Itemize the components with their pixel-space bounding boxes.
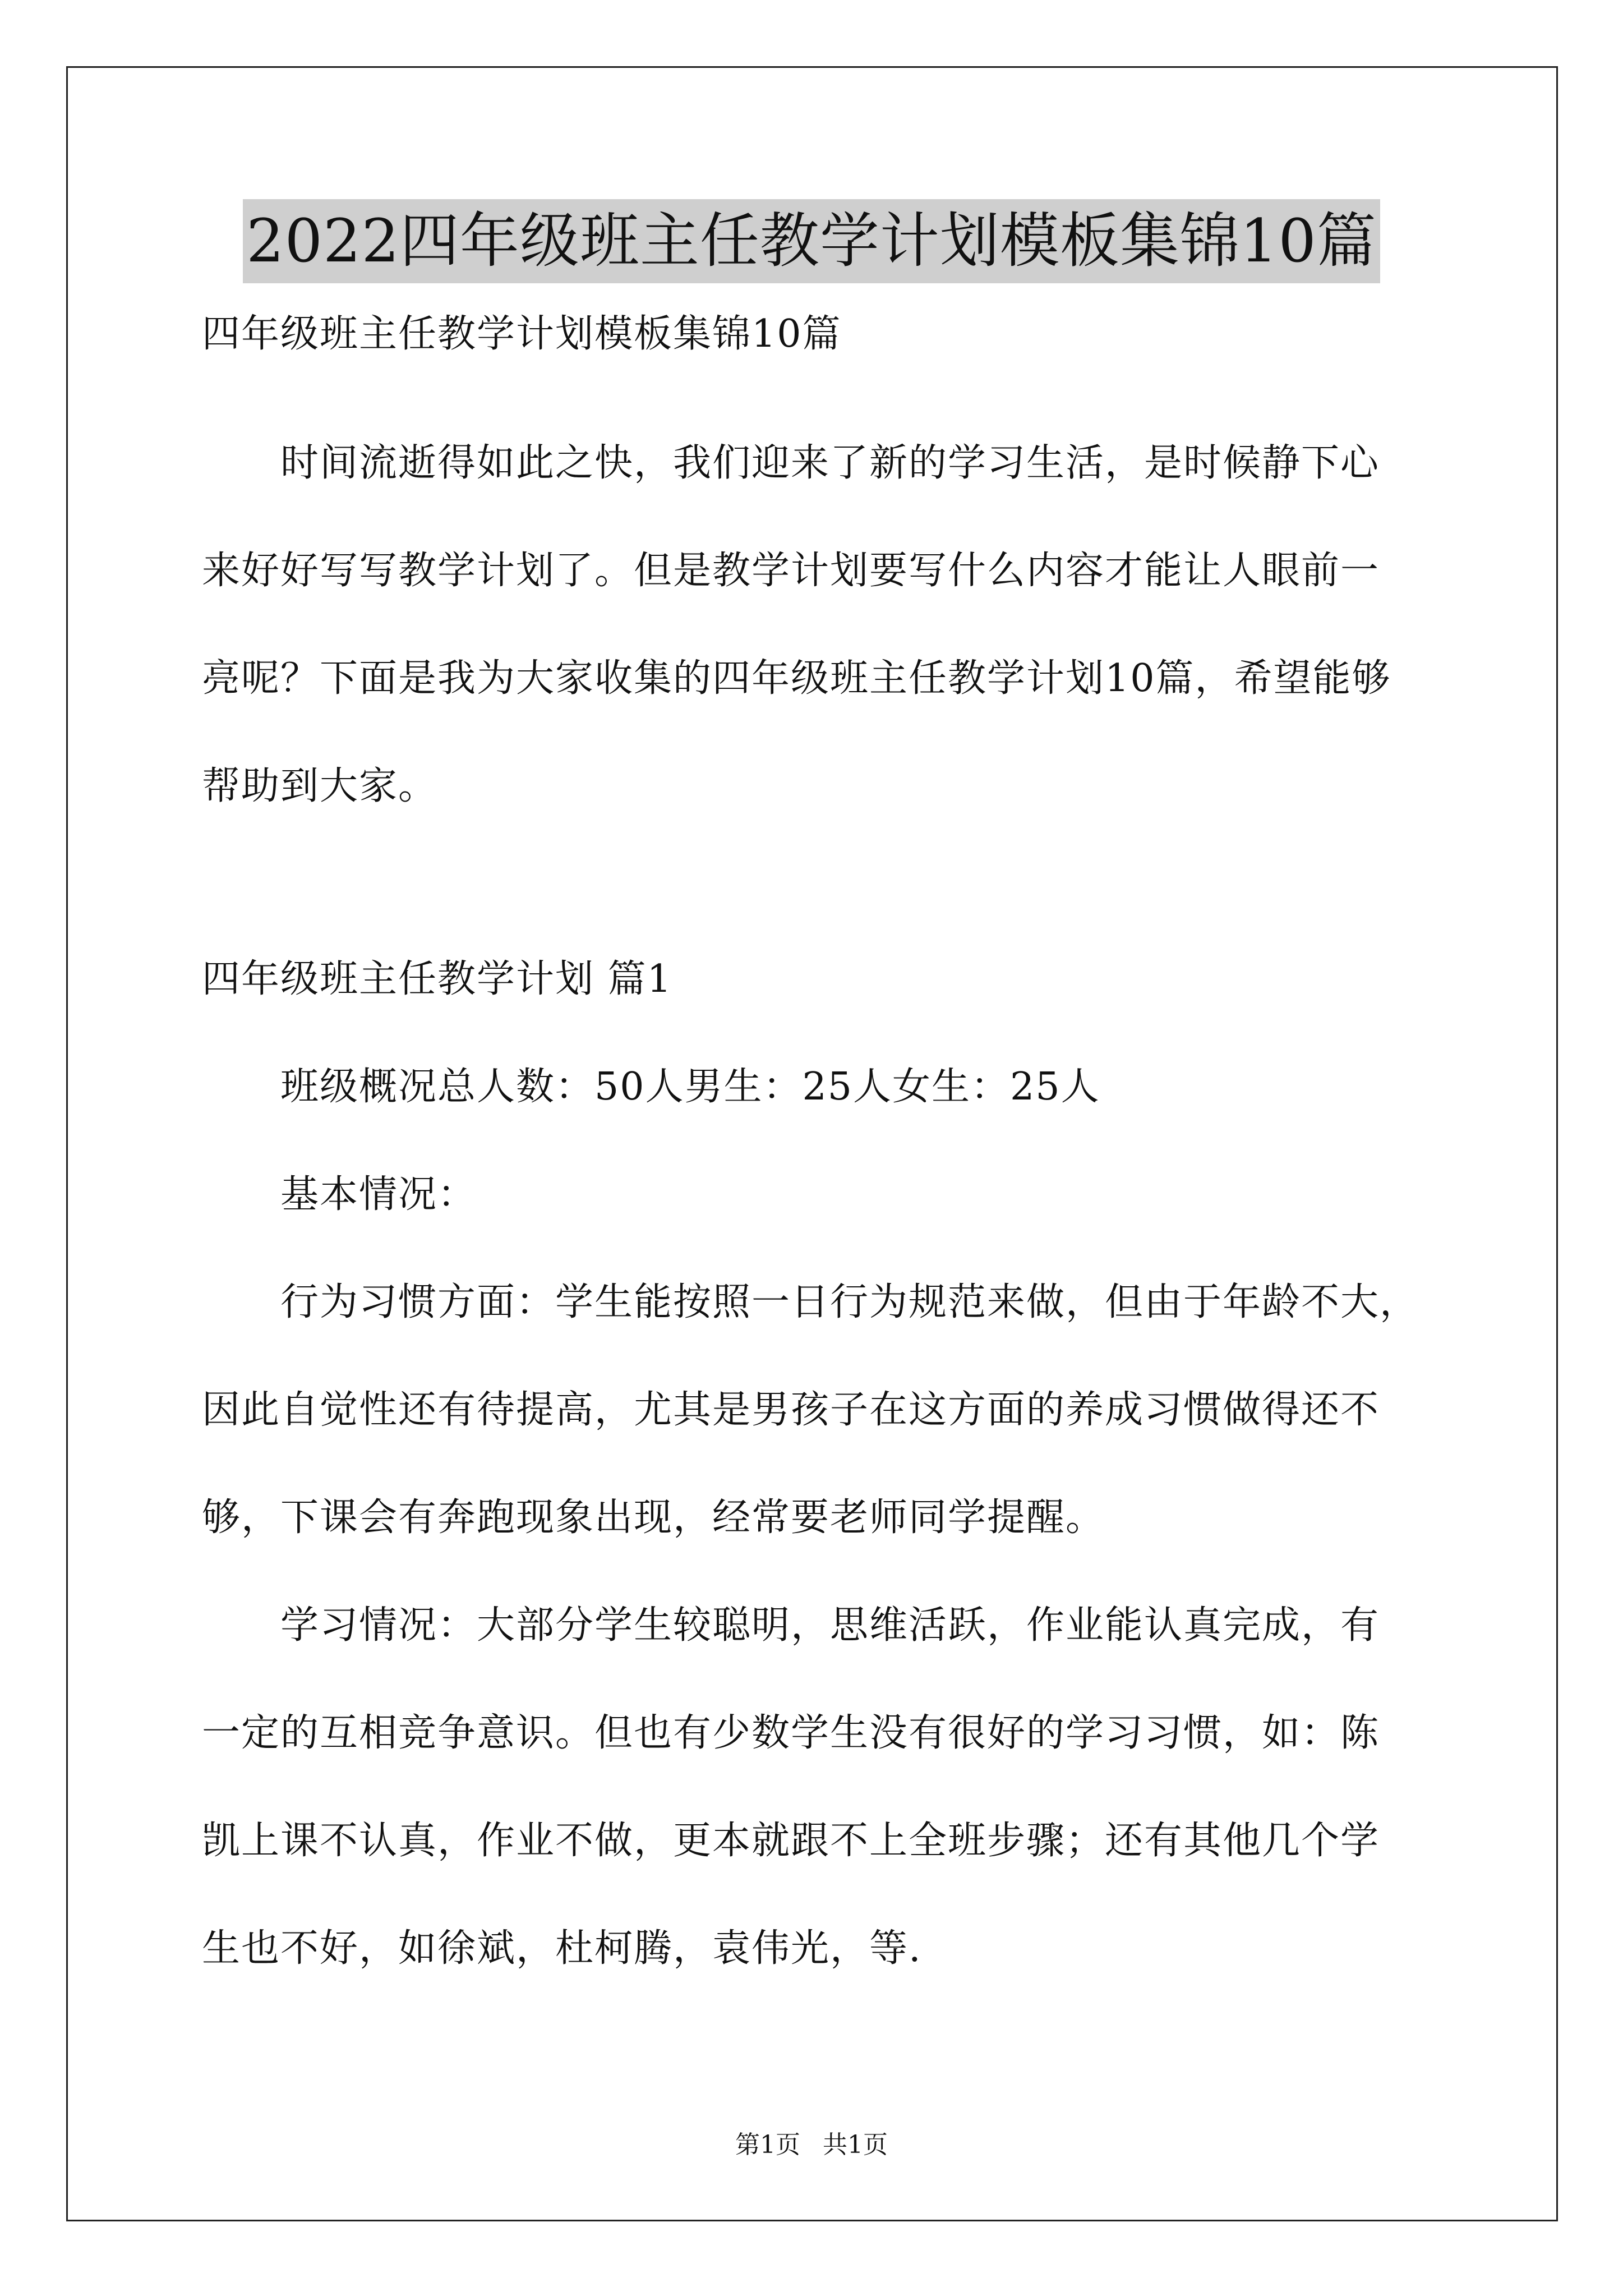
study-line: 生也不好，如徐斌，杜柯腾，袁伟光，等. — [202, 1926, 922, 1971]
basic-situation-label: 基本情况： — [280, 1172, 477, 1217]
section-heading: 四年级班主任教学计划 篇1 — [202, 957, 672, 1001]
page-footer — [0, 2128, 1623, 2162]
behavior-line: 行为习惯方面：学生能按照一日行为规范来做，但由于年龄不大， — [280, 1280, 1419, 1324]
document-body — [202, 307, 1424, 1976]
page-total: 共1页 — [823, 2131, 888, 2159]
behavior-line: 因此自觉性还有待提高，尤其是男孩子在这方面的养成习惯做得还不 — [202, 1388, 1380, 1432]
intro-paragraph — [202, 409, 1424, 840]
page-number: 第1页 — [735, 2131, 800, 2159]
intro-line: 帮助到大家。 — [202, 764, 438, 808]
study-line: 凯上课不认真，作业不做，更本就跟不上全班步骤；还有其他几个学 — [202, 1819, 1380, 1863]
intro-line: 亮呢？下面是我为大家收集的四年级班主任教学计划10篇，希望能够 — [202, 656, 1391, 701]
intro-line: 时间流逝得如此之快，我们迎来了新的学习生活，是时候静下心 — [280, 441, 1380, 485]
document-subtitle: 四年级班主任教学计划模板集锦10篇 — [202, 312, 842, 356]
title-container — [0, 199, 1623, 283]
study-line: 学习情况：大部分学生较聪明，思维活跃，作业能认真完成，有 — [280, 1603, 1380, 1648]
document-title: 2022四年级班主任教学计划模板集锦10篇 — [243, 199, 1380, 283]
behavior-line: 够，下课会有奔跑现象出现，经常要老师同学提醒。 — [202, 1496, 1105, 1540]
intro-line: 来好好写写教学计划了。但是教学计划要写什么内容才能让人眼前一 — [202, 549, 1380, 593]
study-paragraph — [202, 1599, 1424, 1976]
study-line: 一定的互相竞争意识。但也有少数学生没有很好的学习习惯，如：陈 — [202, 1711, 1380, 1755]
class-overview: 班级概况总人数：50人男生：25人女生：25人 — [280, 1065, 1100, 1109]
behavior-paragraph — [202, 1276, 1424, 1545]
